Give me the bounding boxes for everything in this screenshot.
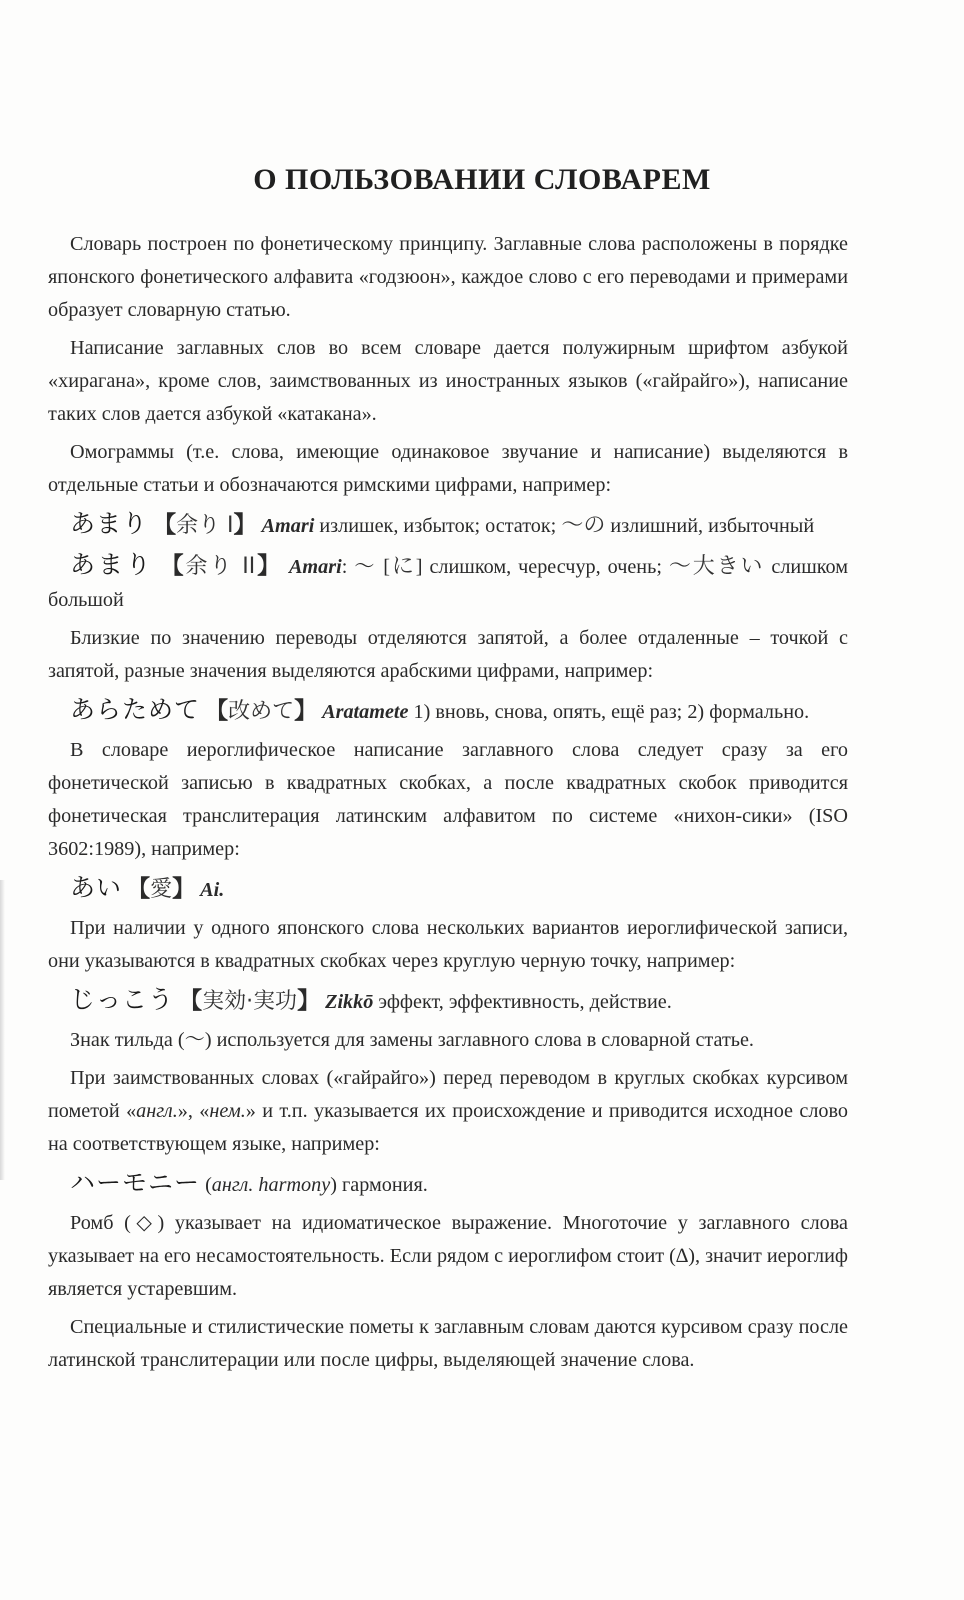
headword: あい bbox=[70, 873, 123, 902]
example-ai bbox=[48, 871, 848, 907]
romanization: Amari bbox=[261, 515, 315, 537]
bracket-close: 】 bbox=[172, 876, 196, 901]
headword: あまり bbox=[70, 509, 149, 538]
translation: ) гармония. bbox=[330, 1174, 428, 1196]
bracket-open: 【 bbox=[127, 876, 151, 901]
romanization: Aratamete bbox=[322, 701, 409, 723]
kanji: 余り II bbox=[185, 554, 256, 579]
translation: 1) вновь, снова, опять, ещё раз; 2) формально. bbox=[408, 701, 810, 723]
japanese-fragment: ～の bbox=[561, 513, 606, 538]
paragraph-8-text: », « bbox=[177, 1100, 210, 1122]
headword: じっこう bbox=[70, 985, 175, 1014]
headword: あらためて bbox=[70, 695, 201, 724]
kanji: 余り I bbox=[176, 513, 234, 538]
paragraph-3: Омограммы (т.е. слова, имеющие одинаковое звучание и написание) выделяются в отдельные статьи и обозначаются римскими цифрами, например: bbox=[48, 441, 848, 496]
translation: излишек, избыток; остаток; bbox=[314, 515, 562, 537]
bracket-open: 【 bbox=[153, 512, 177, 537]
romanization: Amari bbox=[288, 556, 342, 578]
paragraph-8-text: » и т.п. указывается их происхождение и приводится исходное слово на соответствующем языке, например: bbox=[48, 1100, 848, 1155]
bracket-open: 【 bbox=[160, 553, 186, 578]
translation: : ～ [ bbox=[341, 556, 390, 578]
kanji: 実効·実功 bbox=[202, 989, 298, 1014]
bracket-close: 】 bbox=[255, 553, 282, 578]
page-edge-shadow bbox=[0, 880, 5, 1180]
translation: ( bbox=[200, 1174, 212, 1196]
example-zikko bbox=[48, 983, 848, 1019]
kanji: 愛 bbox=[150, 877, 173, 902]
origin-note: англ. harmony bbox=[211, 1174, 331, 1196]
bracket-close: 】 bbox=[297, 988, 321, 1013]
bracket-close: 】 bbox=[233, 512, 257, 537]
example-amari-1 bbox=[48, 507, 848, 543]
translation: излишний, избыточный bbox=[605, 515, 815, 537]
example-aratamete bbox=[48, 693, 848, 729]
abbr-nem: нем. bbox=[209, 1100, 246, 1122]
example-amari-2 bbox=[48, 548, 848, 617]
paragraph-10: Специальные и стилистические пометы к заглавным словам даются курсивом сразу после латинской транслитерации или после цифры, выделяющей значение слова. bbox=[48, 1316, 848, 1371]
bracket-close: 】 bbox=[294, 698, 318, 723]
bracket-open: 【 bbox=[179, 988, 203, 1013]
paragraph-6: При наличии у одного японского слова нескольких вариантов иероглифической записи, они указываются в квадратных скобках через круглую черную точку, например: bbox=[48, 917, 848, 972]
headword: あまり bbox=[70, 550, 154, 579]
paragraph-8 bbox=[48, 1062, 848, 1161]
paragraph-9: Ромб (◇) указывает на идиоматическое выражение. Многоточие у заглавного слова указывает на его несамостоятельность. Если рядом с иероглифом стоит (∆), значит иероглиф является устаревшим. bbox=[48, 1212, 848, 1300]
abbr-angl: англ. bbox=[136, 1100, 178, 1122]
paragraph-2: Написание заглавных слов во всем словаре дается полужирным шрифтом азбукой «хирагана», кроме слов, заимствованных из иностранных языков («гайрайго»), написание таких слов дается азбукой «катакана». bbox=[48, 337, 848, 425]
romanization: Ai. bbox=[200, 879, 225, 901]
kanji: 改めて bbox=[228, 699, 295, 724]
translation: слишком большой bbox=[48, 556, 849, 611]
page-title: О ПОЛЬЗОВАНИИ СЛОВАРЕМ bbox=[253, 163, 711, 196]
translation: эффект, эффективность, действие. bbox=[373, 991, 672, 1013]
paragraph-1: Словарь построен по фонетическому принципу. Заглавные слова расположены в порядке японского фонетического алфавита «годзюон», каждое слово с его переводами и примерами образует словарную статью. bbox=[48, 233, 848, 321]
japanese-fragment: に bbox=[389, 554, 416, 579]
bracket-open: 【 bbox=[205, 698, 229, 723]
body-text bbox=[48, 228, 848, 1382]
headword: ハーモニー bbox=[70, 1168, 201, 1197]
example-harmony bbox=[48, 1166, 848, 1202]
paragraph-4: Близкие по значению переводы отделяются запятой, а более отдаленные – точкой с запятой, разные значения выделяются арабскими цифрами, например: bbox=[48, 627, 848, 682]
romanization: Zikkō bbox=[325, 991, 374, 1013]
paragraph-8-text: При заимствованных словах («гайрайго») перед переводом в круглых скобках курсивом пометой « bbox=[48, 1067, 848, 1122]
translation: ] слишком, чересчур, очень; bbox=[415, 556, 669, 578]
japanese-fragment: ～大きい bbox=[668, 554, 765, 579]
paragraph-7: Знак тильда (～) используется для замены заглавного слова в словарной статье. bbox=[70, 1029, 754, 1051]
paragraph-5: В словаре иероглифическое написание заглавного слова следует сразу за его фонетической записью в квадратных скобках, а после квадратных скобок приводится фонетическая транслитерация латинским алфавитом по системе «нихон-сики» (ISO 3602:1989), например: bbox=[48, 739, 848, 860]
